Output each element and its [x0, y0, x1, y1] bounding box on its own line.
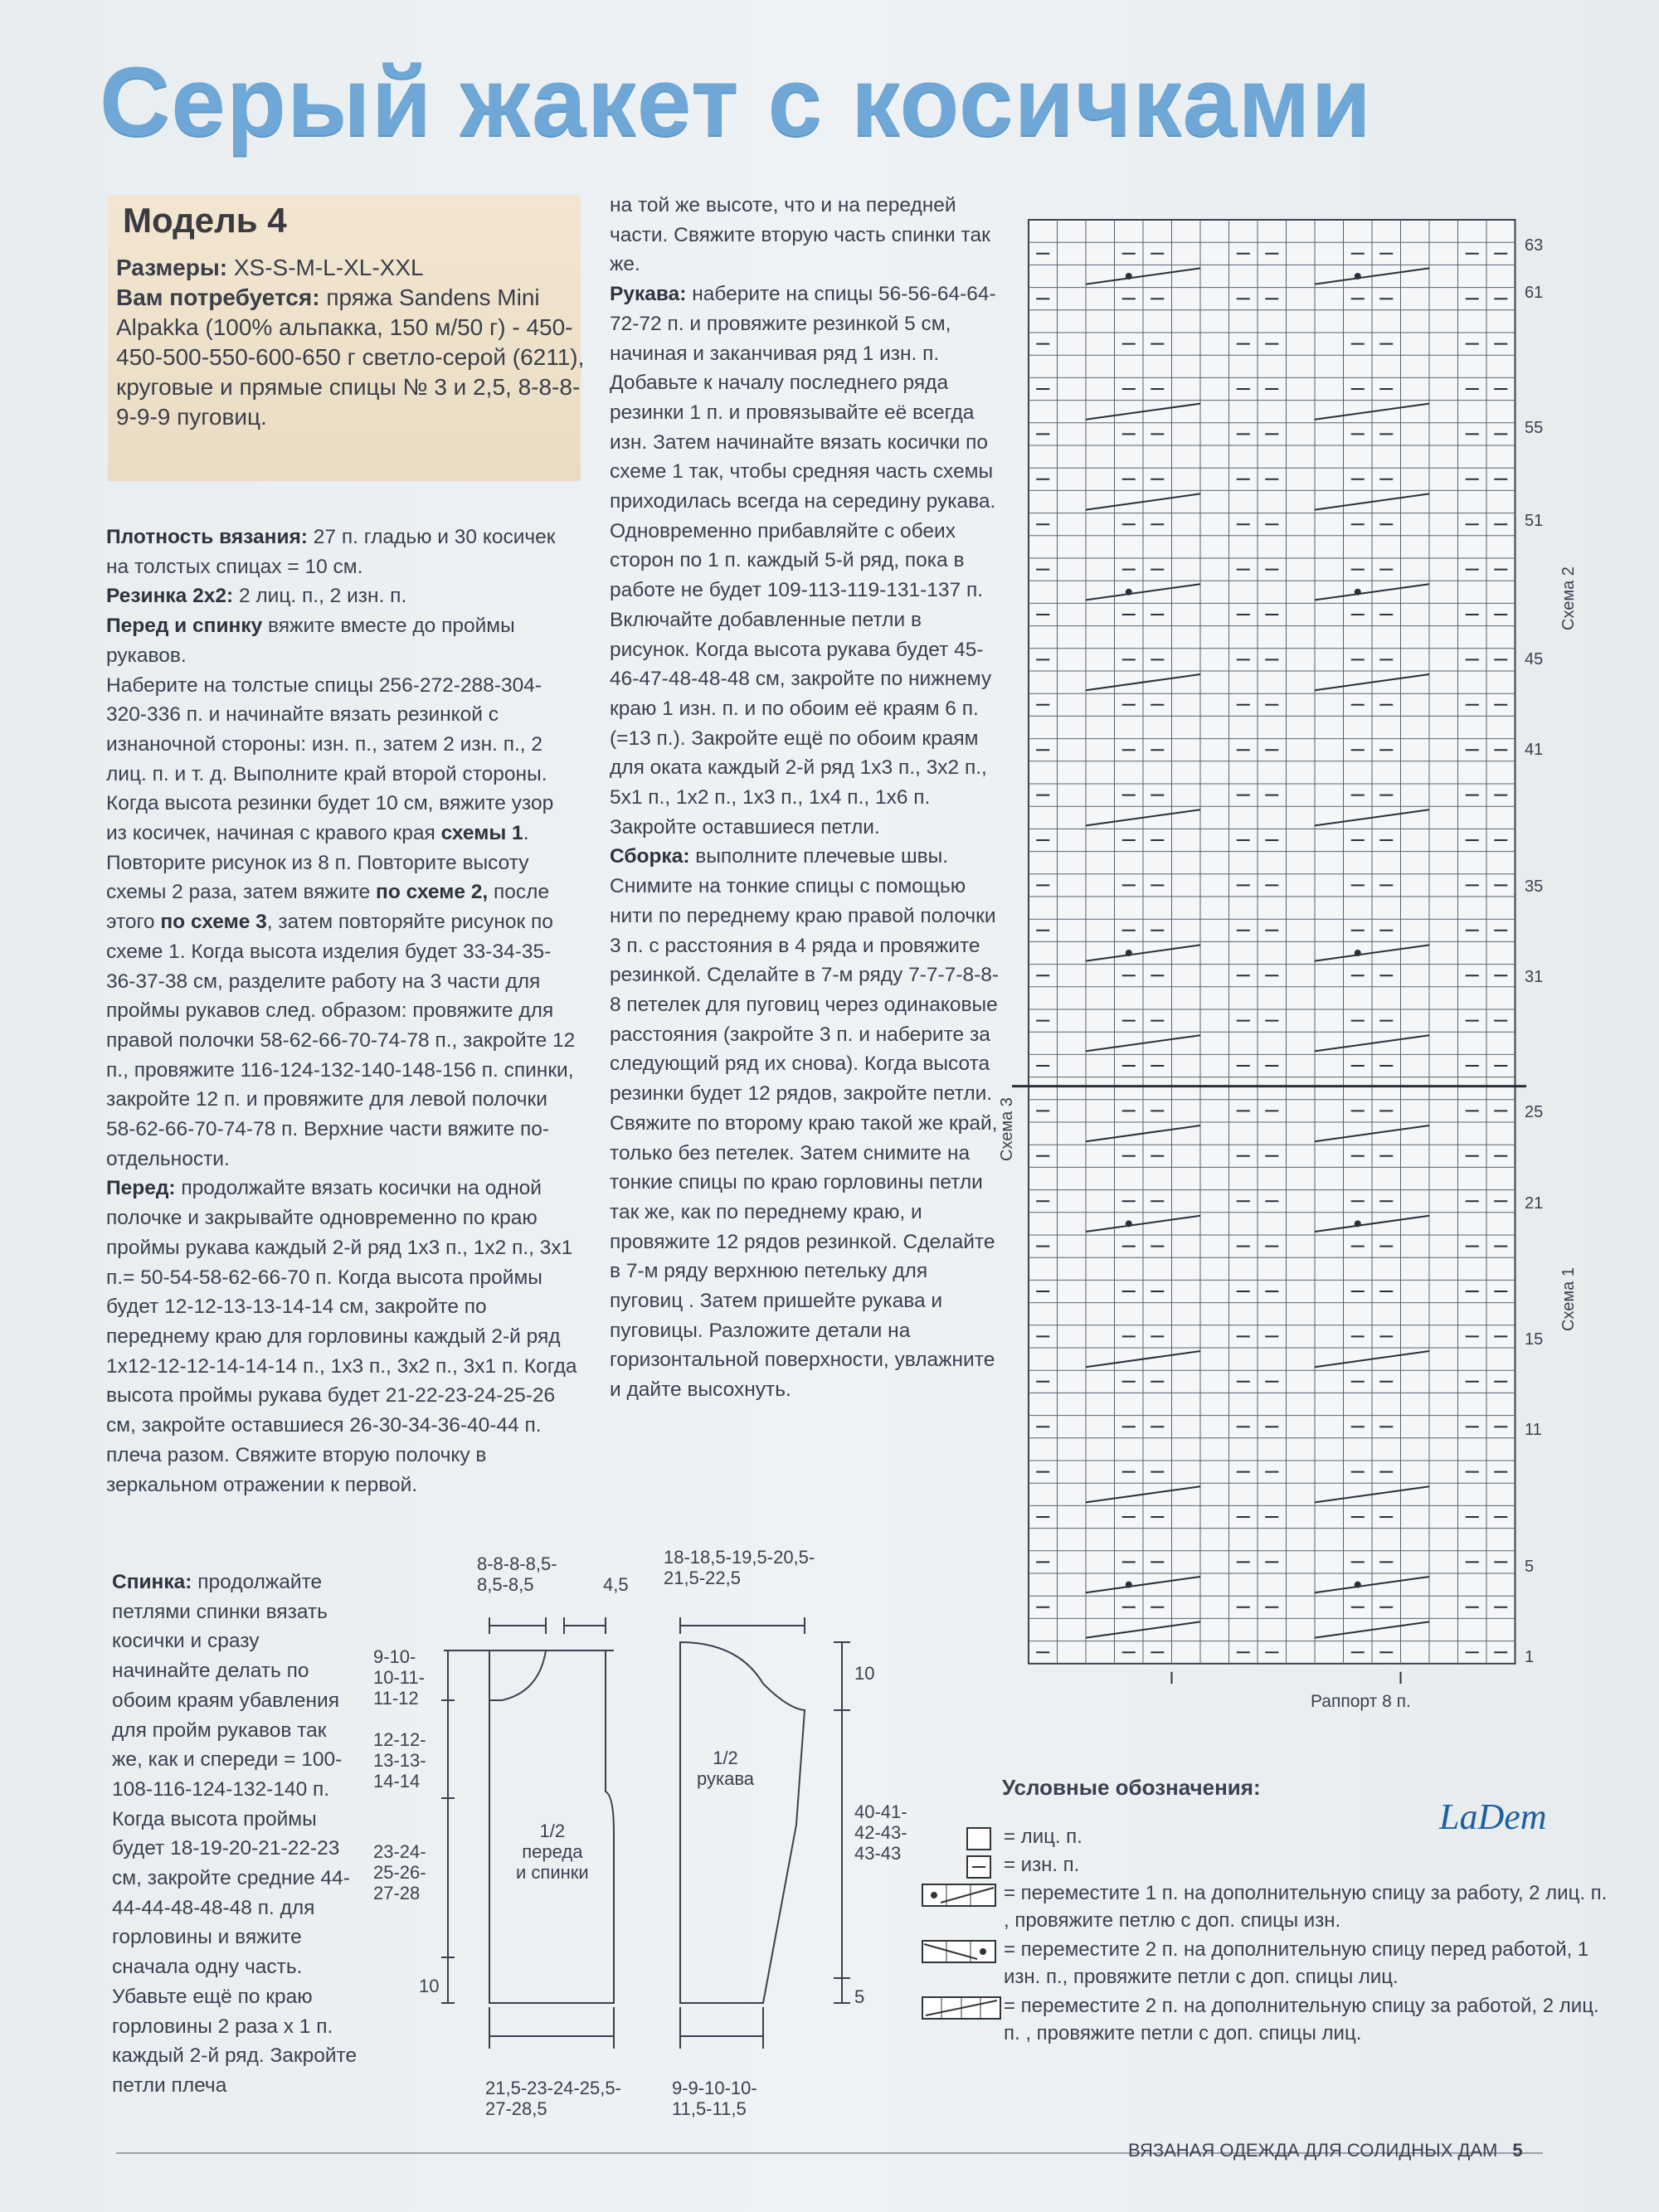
row-number: 45: [1525, 650, 1544, 668]
density-text: 27 п. гладью и 30 косичек на толстых спицах = 10 см.: [106, 526, 556, 578]
page-number: 5: [1512, 2140, 1523, 2161]
cast-text: после этого: [106, 881, 550, 934]
row-number: 15: [1525, 1330, 1544, 1349]
frontback-label: Перед и спинку: [106, 615, 263, 638]
front-h1: 9-10- 10-11- 11-12: [373, 1646, 425, 1709]
row-number: 11: [1525, 1421, 1542, 1439]
cast-bold: по схеме 3: [160, 911, 267, 934]
sleeve-bottom: 9-9-10-10- 11,5-11,5: [672, 2078, 757, 2119]
cable-right-icon: [921, 1883, 1000, 1908]
sleeve-length: 40-41- 42-43- 43-43: [854, 1801, 907, 1864]
back-label: Спинка:: [112, 1571, 192, 1593]
front-bottom: 21,5-23-24-25,5- 27-28,5: [485, 2078, 621, 2119]
row-number: 1: [1525, 1648, 1535, 1666]
sleeve-text: наберите на спицы 56-56-64-64-72-72 п. и провяжите резинкой 5 см, начиная и заканчивая ряд 1 изн. п. Добавьте к началу последнего ряда резинки 1 п. и провязывайте её всегда изн. Затем начинайте вязать косички по схеме 1 так, чтобы средняя часть схемы приходилась всегда на середину рукава. Одновременно прибавляйте с обеих сторон по 1 п. каждый 5-й ряд, пока в работе не будет 109-113-119-131-137 п. Включайте добавленные петли в рисунок. Когда высота рукава будет 45-46-47-48-48-48 см, закройте по нижнему краю 1 изн. п. и по обоим её краям 6 п. (=13 п.). Закройте ещё по обоим краям для оката каждый 2-й ряд 1х3 п., 3х2 п., 5х1 п., 1х2 п., 1х3 п., 1х4 п., 1х6 п. Закройте оставшиеся петли.: [610, 283, 996, 839]
cast-text: Наберите на толстые спицы 256-272-288-304-320-336 п. и начинайте вязать резинкой с изнаночной стороны: изн. п., затем 2 изн. п., 2 лиц. п. и т. д. Выполните край второй стороны. Когда высота резинки будет 10 см, вяжите узор из косичек, начиная с кравого края: [106, 673, 554, 845]
cable-left-icon: [921, 1939, 1000, 1964]
front-label: Перед:: [106, 1177, 176, 1200]
model-materials: [116, 253, 589, 432]
cable-dot: [1355, 1220, 1361, 1227]
cable-dot: [1355, 273, 1361, 280]
cable-dot: [1355, 950, 1361, 956]
cable-dot: [1126, 273, 1132, 280]
cable-dot: [1355, 589, 1361, 596]
purl-stitch-icon: [921, 1855, 995, 1879]
cast-text: , затем повторяйте рисунок по схеме 1. Когда высота изделия будет 33-34-35-36-37-38 см, разделите работу на 3 части для проймы рукавов след. образом: провяжите для правой полочки 58-62-66-70-74-78 п., закройте 12 п., провяжите 116-124-132-140-148-156 п. спинки, закройте 12 п. и провяжите для левой полочки 58-62-66-70-74-78 п. Верхние части вяжите по-отдельности.: [106, 911, 576, 1170]
footer-magazine: ВЯЗАНАЯ ОДЕЖДА ДЛЯ СОЛИДНЫХ ДАМ: [1128, 2140, 1498, 2161]
rib-label: Резинка 2х2:: [106, 585, 234, 608]
knitting-chart: [1012, 216, 1526, 1684]
front-label: 1/2 переда и спинки: [516, 1821, 589, 1883]
front-h2: 12-12- 13-13- 14-14: [373, 1729, 426, 1791]
row-number: 41: [1525, 741, 1544, 759]
need-label: Вам потребуется:: [116, 284, 320, 310]
cable-dot: [1126, 950, 1132, 956]
page-title: Серый жакет с косичками: [100, 47, 1373, 157]
front-h3: 23-24- 25-26- 27-28: [373, 1841, 426, 1903]
schema-3-label: Схема 3: [998, 1097, 1016, 1161]
legend-text: = переместите 2 п. на дополнительную спицу за работой, 2 лиц. п. , провяжите петли с доп. спицы лиц.: [1004, 1995, 1599, 2044]
sizes-label: Размеры:: [116, 255, 228, 280]
sleeve-label: Рукава:: [610, 283, 687, 306]
row-number: 55: [1525, 419, 1544, 437]
legend-text: = лиц. п.: [1004, 1826, 1082, 1848]
cast-text: . Повторите рисунок из 8 п. Повторите высоту схемы 2 раза, затем вяжите: [106, 822, 529, 904]
frontback-text: вяжите вместе до проймы рукавов.: [106, 615, 515, 667]
legend-title: Условные обозначения:: [1002, 1775, 1261, 1800]
model-title: Модель 4: [123, 201, 287, 240]
row-number: 5: [1525, 1558, 1535, 1576]
back-text: продолжайте петлями спинки вязать косички и сразу начинайте делать по обоим краям убавления для пройм рукавов так же, как и спереди = 100-108-116-124-132-140 п. Когда высота проймы будет 18-19-20-21-22-23 см, закройте средние 44-44-44-48-48-48 п. для горловины и вяжите сначала одну часть. Убавьте ещё по краю горловины 2 раза х 1 п. каждый 2-й ряд. Закройте петли плеча: [112, 1571, 358, 2097]
cable-dot: [1126, 1582, 1132, 1588]
legend-text: = изн. п.: [1004, 1854, 1080, 1876]
sleeve-top: 18-18,5-19,5-20,5- 21,5-22,5: [664, 1547, 815, 1588]
front-top-width: 8-8-8-8,5- 8,5-8,5: [477, 1553, 557, 1595]
cable-4-stitch-icon: [921, 1996, 1004, 2020]
sleeve-cap: 10: [854, 1663, 875, 1684]
signature: LaDem: [1439, 1796, 1547, 1837]
front-shoulder: 4,5: [603, 1574, 629, 1595]
footer: [1128, 2140, 1523, 2161]
sleeve-rib: 5: [854, 1986, 865, 2007]
assembly-label: Сборка:: [610, 845, 690, 868]
front-rib: 10: [419, 1976, 440, 1996]
cast-bold: по схеме 2,: [376, 881, 489, 904]
legend-text: = переместите 2 п. на дополнительную спицу перед работой, 1 изн. п., провяжите петли с доп. спицы лиц.: [1004, 1938, 1589, 1988]
instructions-back: [112, 1568, 361, 2101]
sizes-value: XS-S-M-L-XL-XXL: [233, 255, 424, 280]
rib-text: 2 лиц. п., 2 изн. п.: [238, 585, 407, 608]
row-number: 35: [1525, 878, 1544, 896]
instructions-column-1: [106, 523, 577, 1500]
cable-dot: [1126, 1220, 1132, 1227]
rapport-label: Раппорт 8 п.: [1311, 1692, 1411, 1711]
row-number: 51: [1525, 512, 1544, 530]
legend-text: = переместите 1 п. на дополнительную спицу за работу, 2 лиц. п. , провяжите петлю с доп. спицы изн.: [1004, 1882, 1608, 1932]
schema-1-label: Схема 1: [1559, 1267, 1578, 1331]
cable-dot: [1355, 1582, 1361, 1588]
cable-dot: [1126, 589, 1132, 596]
row-number: 25: [1525, 1103, 1544, 1121]
row-number: 21: [1525, 1194, 1544, 1213]
need-text: пряжа Sandens Mini Alpakka (100% альпакка, 150 м/50 г) - 450-450-500-550-600-650 г светло-серой (6211), круговые и прямые спицы № 3 и 2,5, 8-8-8-9-9-9 пуговиц.: [116, 284, 585, 430]
row-number: 61: [1525, 284, 1544, 302]
cast-bold: схемы 1: [440, 822, 523, 845]
continuation-text: на той же высоте, что и на передней части. Свяжите вторую часть спинки так же.: [610, 194, 990, 276]
front-text: продолжайте вязать косички на одной полочке и закрывайте одновременно по краю проймы рукава каждый 2-й ряд 1х3 п., 1х2 п., 3х1 п.= 50-54-58-62-66-70 п. Когда высота проймы будет 12-12-13-13-14-14 см, закройте по переднему краю для горловины каждый 2-й ряд 1х12-12-12-14-14-14 п., 1х3 п., 3х2 п., 3х1 п. Когда высота проймы рукава будет 21-22-23-24-25-26 см, закройте оставшиеся 26-30-34-36-40-44 п. плеча разом. Свяжите вторую полочку в зеркальном отражении к первой.: [106, 1177, 577, 1496]
chart-grid: [1012, 220, 1526, 1684]
knit-stitch-icon: [921, 1826, 995, 1851]
rapport-bracket: [1172, 1672, 1401, 1684]
assembly-text: выполните плечевые швы. Снимите на тонкие спицы с помощью нити по переднему краю правой полочки 3 п. с расстояния в 4 ряда и провяжите резинкой. Сделайте в 7-м ряду 7-7-7-8-8-8 петелек для пуговиц через одинаковые расстояния (закройте 3 п. и наберите за следующий ряд их снова). Когда высота резинки будет 12 рядов, закройте петли. Свяжите по второму краю такой же край, только без петелек. Затем снимите на тонкие спицы по краю горловины петли так же, как по переднему краю, и провяжите 12 рядов резинкой. Сделайте в 7-м ряду верхнюю петельку для пуговиц . Затем пришейте рукава и пуговицы. Разложите детали на горизонтальной поверхности, увлажните и дайте высохнуть.: [610, 845, 1000, 1402]
schema-2-label: Схема 2: [1559, 566, 1578, 630]
row-number: 31: [1525, 968, 1544, 986]
sleeve-label: 1/2 рукава: [697, 1748, 755, 1789]
density-label: Плотность вязания:: [106, 526, 308, 548]
instructions-column-2: [610, 191, 1000, 1405]
row-number: 63: [1525, 236, 1544, 255]
